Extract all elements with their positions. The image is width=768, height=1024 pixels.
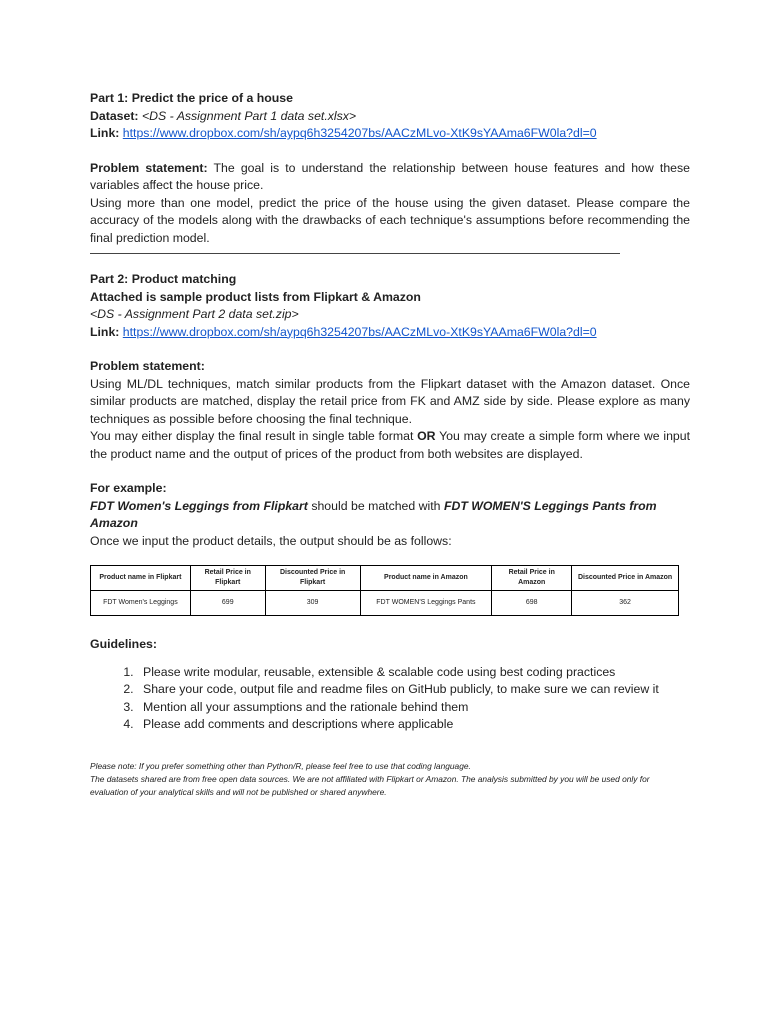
guidelines-list bbox=[90, 664, 690, 734]
list-item: 3. Mention all your assumptions and the rationale behind them bbox=[137, 699, 690, 717]
note-line-1: Please note: If you prefer something other than Python/R, please feel free to use that coding language. bbox=[90, 760, 471, 771]
part2-problem-text: Using ML/DL techniques, match similar products from the Flipkart dataset with the Amazon dataset. Once similar products are matched, display the retail price from FK and AMZ side by side. Please explore as many techniques as possible before choosing the final technique. bbox=[90, 376, 690, 426]
table-cell: 309 bbox=[265, 591, 360, 616]
part1-dataset-line bbox=[90, 108, 690, 126]
part1-problem-text-2: Using more than one model, predict the price of the house using the given dataset. Please compare the accuracy of the models along with the drawbacks of each technique's assumptions before recommending the final prediction model. bbox=[90, 195, 690, 245]
part1-title: Part 1: Predict the price of a house bbox=[90, 91, 293, 105]
dataset-label: Dataset: bbox=[90, 108, 139, 123]
part2-title: Part 2: Product matching bbox=[90, 272, 237, 286]
example-output-table bbox=[90, 565, 679, 616]
list-item: 1. Please write modular, reusable, extensible & scalable code using best coding practices bbox=[137, 664, 690, 682]
part2-problem-label: Problem statement: bbox=[90, 359, 205, 373]
example-mid-text: should be matched with bbox=[307, 498, 444, 513]
note-line-2: The datasets shared are from free open data sources. We are not affiliated with Flipkart or Amazon. The analysis submitted by you will be used only for evaluation of your analytical skills and will not be published or shared anywhere. bbox=[90, 773, 650, 797]
table-row bbox=[91, 591, 679, 616]
table-cell: FDT Women's Leggings bbox=[91, 591, 191, 616]
example-fk-product: FDT Women's Leggings from Flipkart bbox=[90, 498, 308, 513]
table-cell: 699 bbox=[190, 591, 265, 616]
problem-label: Problem statement: bbox=[90, 160, 208, 175]
table-cell: FDT WOMEN'S Leggings Pants bbox=[360, 591, 492, 616]
table-header-cell: Retail Price in Flipkart bbox=[190, 566, 265, 591]
part2-link-line bbox=[90, 324, 690, 342]
example-statement bbox=[90, 498, 690, 533]
list-item: 2. Share your code, output file and readme files on GitHub publicly, to make sure we can review it bbox=[137, 681, 690, 699]
table-header-cell: Discounted Price in Flipkart bbox=[265, 566, 360, 591]
table-header-cell: Discounted Price in Amazon bbox=[572, 566, 679, 591]
part2-subtitle: Attached is sample product lists from Flipkart & Amazon bbox=[90, 289, 421, 304]
table-header-cell: Product name in Flipkart bbox=[91, 566, 191, 591]
part1-problem-statement bbox=[90, 160, 690, 195]
choice-pre: You may either display the final result in single table format bbox=[90, 429, 418, 443]
part1-link-line bbox=[90, 125, 690, 143]
table-cell: 698 bbox=[492, 591, 572, 616]
footnote bbox=[90, 760, 690, 799]
dropbox-link[interactable]: https://www.dropbox.com/sh/aypq6h3254207bs/AACzMLvo-XtK9sYAAma6FW0la?dl=0 bbox=[122, 126, 597, 140]
guidelines-label: Guidelines: bbox=[90, 637, 157, 651]
part2-dataset-filename: <DS - Assignment Part 2 data set.zip> bbox=[90, 307, 299, 321]
choice-or: OR bbox=[417, 429, 436, 443]
problem-text: The goal is to understand the relationship between house features and how these variables affect the house price. bbox=[90, 160, 690, 192]
dropbox-link[interactable]: https://www.dropbox.com/sh/aypq6h3254207bs/AACzMLvo-XtK9sYAAma6FW0la?dl=0 bbox=[122, 324, 597, 339]
choice-post: You may create a simple form where we input the product name and the output of prices of the product from both websites are displayed. bbox=[90, 429, 691, 461]
table-cell: 362 bbox=[572, 591, 679, 616]
link-label: Link: bbox=[90, 126, 120, 140]
table-header-row bbox=[91, 566, 679, 591]
list-item: 4. Please add comments and descriptions where applicable bbox=[137, 716, 690, 734]
assignment-document bbox=[90, 90, 690, 799]
example-output-text: Once we input the product details, the output should be as follows: bbox=[90, 533, 452, 548]
part2-choice-text bbox=[90, 428, 690, 463]
table-header-cell: Product name in Amazon bbox=[360, 566, 492, 591]
example-label: For example: bbox=[90, 481, 167, 495]
table-header-cell: Retail Price in Amazon bbox=[492, 566, 572, 591]
example-amz-product: FDT WOMEN'S Leggings Pants from Amazon bbox=[90, 498, 657, 530]
dataset-filename: <DS - Assignment Part 1 data set.xlsx> bbox=[141, 108, 357, 123]
link-label: Link: bbox=[90, 324, 120, 339]
